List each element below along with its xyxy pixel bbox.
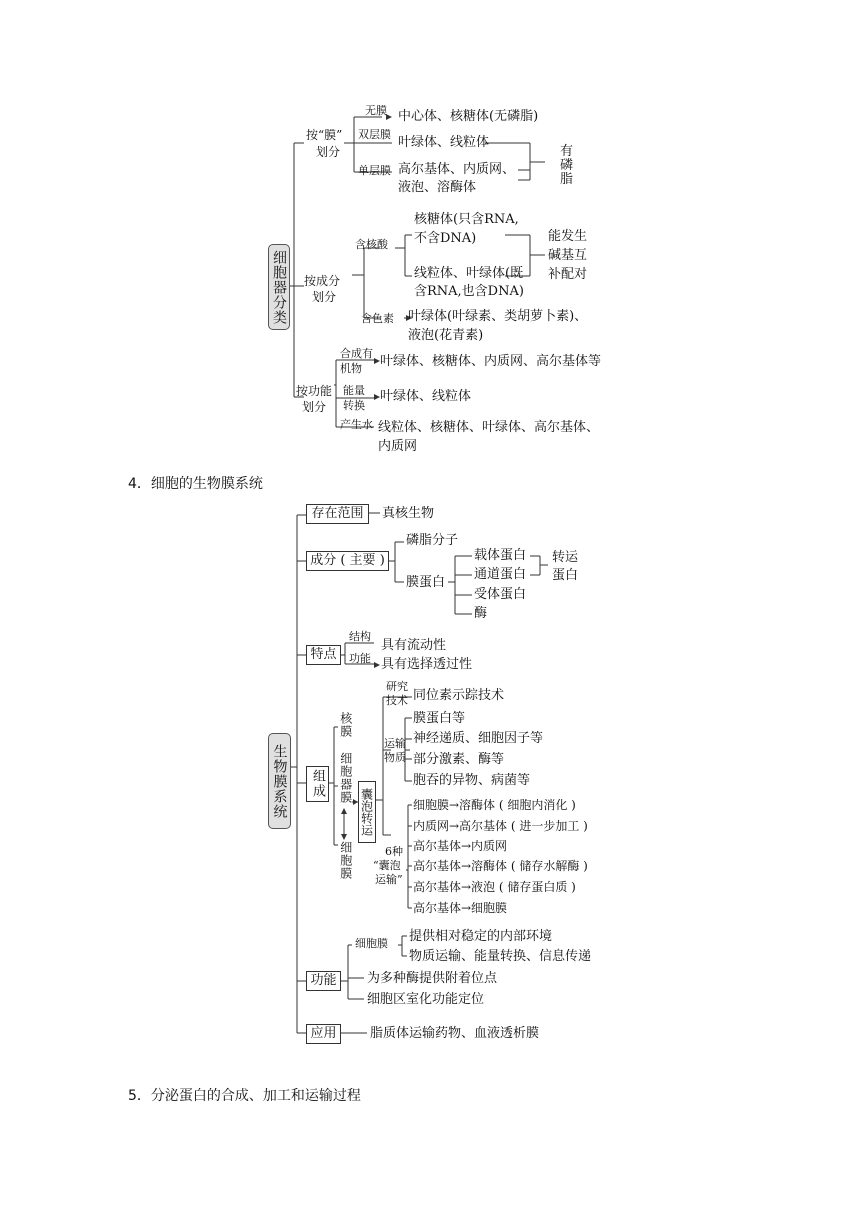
membrane-division-label: 按“膜”: [306, 128, 343, 142]
water-text-2: 内质网: [378, 439, 418, 454]
cargo-item-1: 膜蛋白等: [413, 711, 466, 726]
water-text-1: 线粒体、核糖体、叶绿体、高尔基体、: [378, 420, 600, 435]
cargo-item-3: 部分激素、酶等: [413, 752, 505, 767]
water-label: 产生水: [340, 418, 373, 431]
function-item-1: 提供相对稳定的内部环境: [409, 929, 553, 944]
cargo-item-4: 胞吞的异物、病菌等: [413, 773, 531, 788]
function-item-4: 细胞区室化功能定位: [367, 992, 485, 1007]
cargo-item-2: 神经递质、细胞因子等: [413, 731, 544, 746]
composition-division-label-2: 划分: [312, 290, 337, 304]
base-pairing-note-3: 补配对: [548, 267, 588, 282]
functions-box: 功能: [306, 971, 341, 991]
transport-route-6: 高尔基体→细胞膜: [413, 901, 508, 915]
phospholipid-note-3: 脂: [560, 172, 574, 187]
section-heading-5: 5．分泌蛋白的合成、加工和运输过程: [128, 1088, 361, 1104]
routes-label-3: 运输”: [375, 873, 403, 886]
organelle-membrane: 细胞器膜: [338, 752, 353, 804]
base-pairing-note-1: 能发生: [548, 229, 588, 244]
mito-chloro-text-2: 含RNA,也含DNA): [414, 284, 524, 299]
nucleic-acid-label: 含核酸: [355, 238, 388, 251]
cell-membrane: 细胞膜: [338, 841, 353, 880]
features-box: 特点: [306, 645, 341, 665]
single-membrane-text-1: 高尔基体、内质网、: [398, 162, 516, 177]
composition-division-label: 按成分: [304, 274, 341, 288]
transport-route-2: 内质网→高尔基体 ( 进一步加工 ): [413, 819, 588, 833]
organic-synthesis-label-2: 机物: [340, 362, 362, 375]
mito-chloro-text-1: 线粒体、叶绿体(既: [414, 266, 524, 281]
organic-synthesis-label-1: 合成有: [340, 347, 373, 360]
base-pairing-note-2: 碱基互: [548, 248, 588, 263]
ribosome-text-1: 核糖体(只含RNA,: [414, 212, 519, 227]
biomembrane-system-root: 生物膜系统: [268, 733, 291, 829]
cargo-label-2: 物质: [384, 751, 406, 764]
nuclear-membrane: 核膜: [338, 712, 353, 738]
vesicle-transport-box: 囊泡转运: [358, 781, 376, 843]
double-membrane-label: 双层膜: [358, 128, 391, 141]
transport-route-1: 细胞膜→溶酶体 ( 细胞内消化 ): [413, 798, 576, 812]
single-membrane-label: 单层膜: [358, 164, 391, 177]
function-feature-text: 具有选择透过性: [381, 657, 473, 672]
ribosome-text-2: 不含DNA): [414, 231, 477, 246]
energy-label-2: 转换: [343, 399, 365, 412]
double-membrane-text: 叶绿体、线粒体: [398, 135, 490, 150]
structure-text: 具有流动性: [381, 638, 447, 653]
function-feature-label: 功能: [349, 652, 371, 665]
phospholipid-note-2: 磷: [560, 158, 574, 173]
energy-text: 叶绿体、线粒体: [380, 389, 472, 404]
no-membrane-text: 中心体、核糖体(无磷脂): [398, 109, 539, 124]
pigment-label: 含色素: [361, 312, 394, 325]
structure-label: 结构: [349, 630, 371, 643]
routes-label-1: 6种: [385, 845, 403, 858]
pigment-text-1: 叶绿体(叶绿素、类胡萝卜素)、: [408, 309, 588, 324]
phospholipid-note-1: 有: [560, 144, 574, 159]
organelle-classification-root: 细胞器分类: [268, 244, 290, 330]
function-division-label-2: 划分: [302, 400, 327, 414]
transport-route-5: 高尔基体→液泡 ( 储存蛋白质 ): [413, 880, 576, 894]
enzyme: 酶: [474, 606, 488, 621]
transport-protein-1: 转运: [552, 550, 579, 565]
carrier-protein: 载体蛋白: [474, 548, 527, 563]
no-membrane-label: 无膜: [365, 104, 387, 117]
cargo-label-1: 运输: [384, 737, 406, 750]
routes-label-2: “囊泡: [373, 859, 401, 872]
section-heading-4: 4．细胞的生物膜系统: [128, 476, 263, 492]
research-label-2: 技术: [386, 694, 408, 707]
research-label-1: 研究: [386, 680, 408, 693]
components-box: 成分 ( 主要 ): [306, 551, 389, 571]
application-box: 应用: [306, 1024, 341, 1044]
membrane-protein: 膜蛋白: [406, 575, 446, 590]
single-membrane-text-2: 液泡、溶酶体: [398, 180, 477, 195]
organic-synthesis-text: 叶绿体、核糖体、内质网、高尔基体等: [380, 354, 602, 369]
transport-protein-2: 蛋白: [552, 568, 579, 583]
scope-box: 存在范围: [306, 504, 369, 524]
scope-text: 真核生物: [382, 506, 435, 521]
membrane-division-label-2: 划分: [316, 145, 341, 159]
receptor-protein: 受体蛋白: [474, 587, 527, 602]
energy-label-1: 能量: [343, 384, 365, 397]
application-text: 脂质体运输药物、血液透析膜: [370, 1026, 540, 1041]
transport-route-3: 高尔基体→内质网: [413, 839, 508, 853]
function-item-2: 物质运输、能量转换、信息传递: [409, 949, 592, 964]
pigment-text-2: 液泡(花青素): [408, 328, 484, 343]
phospholipid-molecule: 磷脂分子: [406, 533, 459, 548]
composition-box: 组成: [306, 766, 329, 802]
function-division-label: 按功能: [296, 384, 333, 398]
research-text: 同位素示踪技术: [413, 688, 505, 703]
cellmem-function-label: 细胞膜: [355, 937, 388, 950]
channel-protein: 通道蛋白: [474, 567, 527, 582]
transport-route-4: 高尔基体→溶酶体 ( 储存水解酶 ): [413, 859, 588, 873]
function-item-3: 为多种酶提供附着位点: [367, 971, 498, 986]
